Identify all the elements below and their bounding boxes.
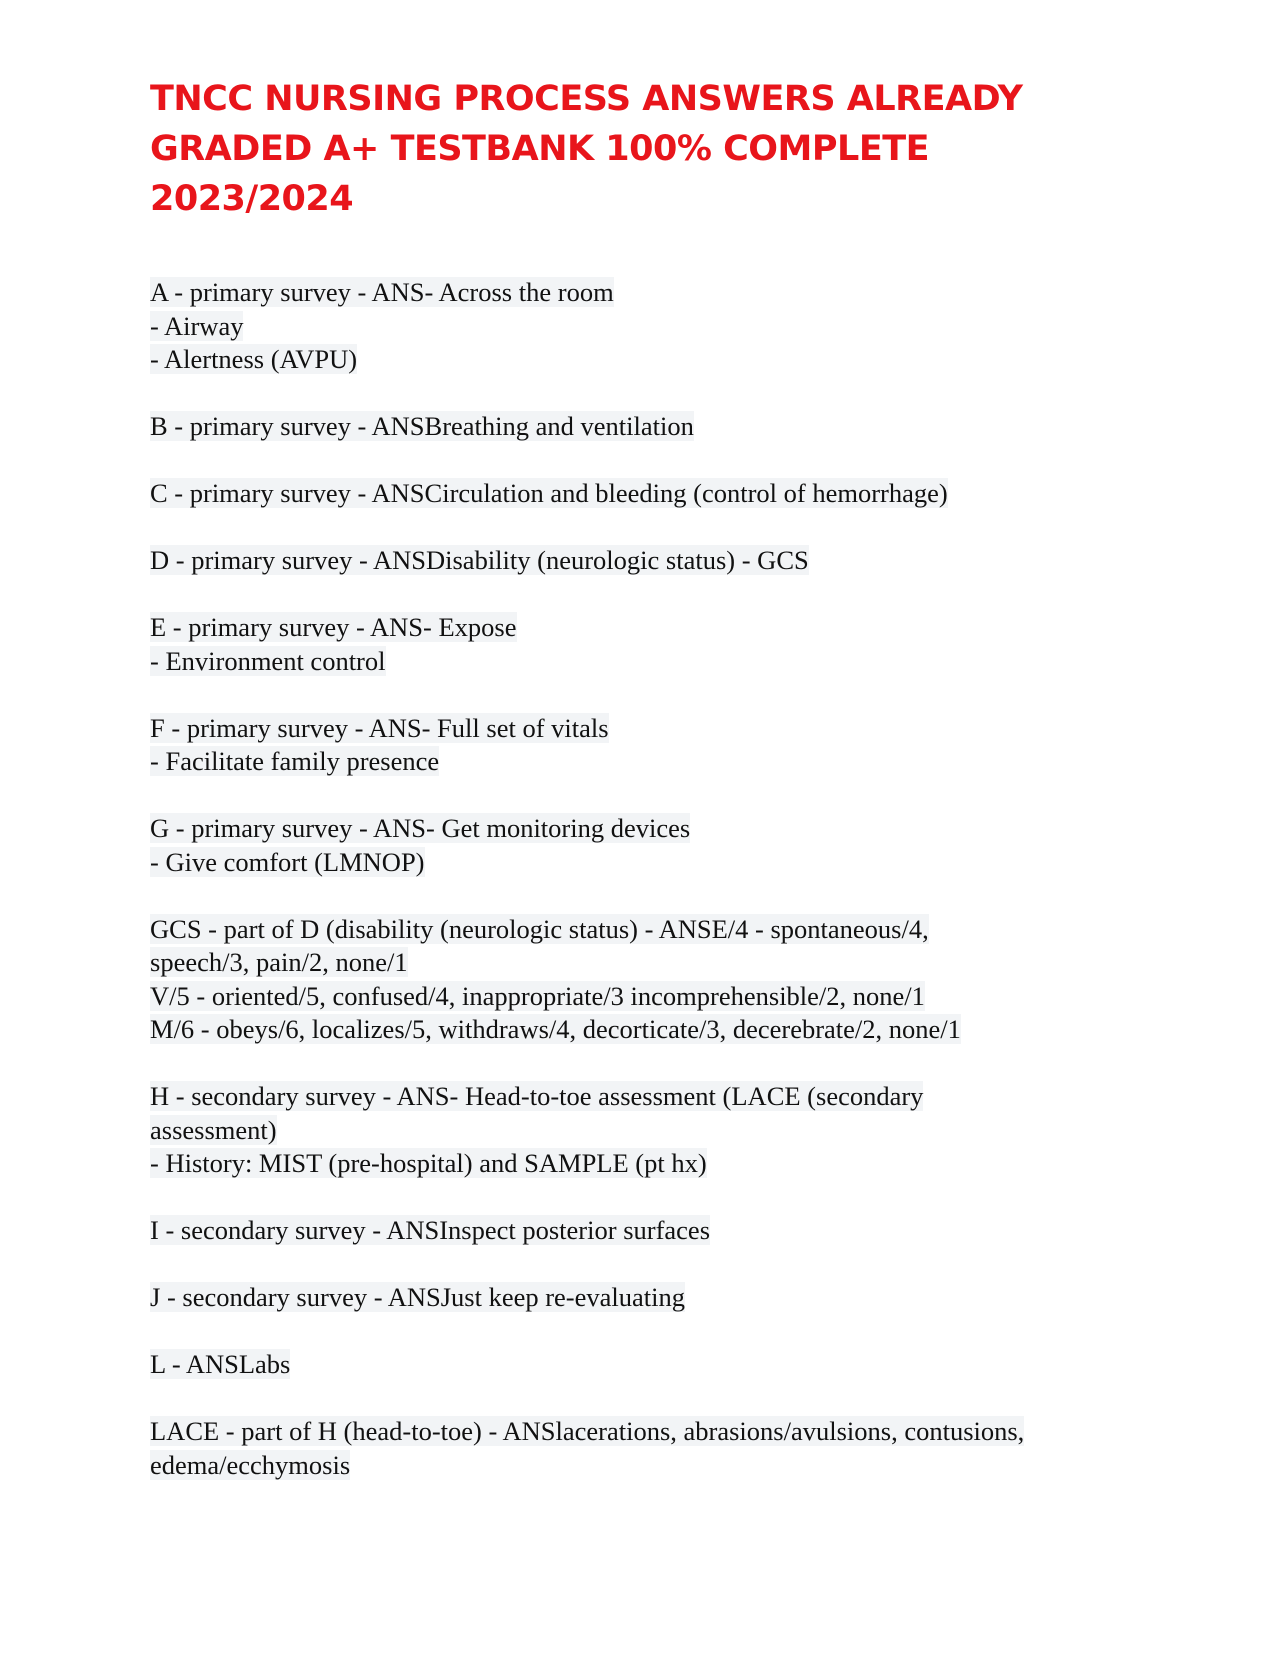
qa-line xyxy=(150,343,1130,377)
title-line: 2023/2024 xyxy=(150,179,354,219)
qa-line-text: edema/ecchymosis xyxy=(150,1449,351,1480)
qa-line-text: - Alertness (AVPU) xyxy=(150,344,358,374)
qa-line xyxy=(150,1281,1130,1315)
qa-entry xyxy=(150,276,1130,377)
qa-entry xyxy=(150,1214,1130,1248)
qa-line xyxy=(150,712,1130,746)
qa-entry xyxy=(150,1348,1130,1382)
qa-line-text: G - primary survey - ANS- Get monitoring devices xyxy=(150,813,691,843)
qa-line-text: - History: MIST (pre-hospital) and SAMPLE (pt hx) xyxy=(150,1148,707,1178)
qa-line xyxy=(150,812,1130,846)
qa-line-text: I - secondary survey - ANSInspect posterior surfaces xyxy=(150,1215,711,1245)
qa-line xyxy=(150,1415,1130,1449)
qa-line-text: - Give comfort (LMNOP) xyxy=(150,846,425,877)
qa-line-text: C - primary survey - ANSCirculation and bleeding (control of hemorrhage) xyxy=(150,478,948,508)
qa-line xyxy=(150,1348,1130,1382)
qa-line-text: E - primary survey - ANS- Expose xyxy=(150,612,517,642)
qa-line xyxy=(150,946,1130,980)
qa-line-text: assessment) xyxy=(150,1114,277,1145)
qa-entry xyxy=(150,1415,1130,1482)
qa-line-text: - Environment control xyxy=(150,645,386,676)
qa-entry xyxy=(150,712,1130,779)
qa-line-text: V/5 - oriented/5, confused/4, inappropriate/3 incomprehensible/2, none/1 xyxy=(150,980,925,1011)
qa-line xyxy=(150,913,1130,947)
qa-line xyxy=(150,310,1130,344)
qa-line xyxy=(150,544,1130,578)
qa-line xyxy=(150,846,1130,880)
qa-line xyxy=(150,1080,1130,1114)
qa-line xyxy=(150,1214,1130,1248)
qa-line xyxy=(150,477,1130,511)
qa-line-text: A - primary survey - ANS- Across the room xyxy=(150,277,614,307)
qa-line-text: speech/3, pain/2, none/1 xyxy=(150,947,408,977)
qa-entry xyxy=(150,1281,1130,1315)
qa-entry xyxy=(150,812,1130,879)
qa-line xyxy=(150,1147,1130,1181)
qa-line xyxy=(150,745,1130,779)
qa-entry xyxy=(150,913,1130,1047)
qa-line xyxy=(150,1013,1130,1047)
qa-line xyxy=(150,645,1130,679)
qa-line xyxy=(150,980,1130,1014)
qa-list xyxy=(150,276,1130,1516)
qa-line-text: F - primary survey - ANS- Full set of vitals xyxy=(150,712,609,743)
qa-line-text: D - primary survey - ANSDisability (neurologic status) - GCS xyxy=(150,545,809,575)
qa-line xyxy=(150,410,1130,444)
qa-line-text: GCS - part of D (disability (neurologic status) - ANSE/4 - spontaneous/4, xyxy=(150,913,929,944)
qa-line xyxy=(150,276,1130,310)
qa-line-text: - Facilitate family presence xyxy=(150,746,440,776)
qa-line xyxy=(150,1114,1130,1148)
qa-entry xyxy=(150,410,1130,444)
qa-line-text: L - ANSLabs xyxy=(150,1349,291,1379)
title-line: TNCC NURSING PROCESS ANSWERS ALREADY xyxy=(150,79,1023,119)
qa-line-text: - Airway xyxy=(150,310,244,341)
qa-entry xyxy=(150,544,1130,578)
qa-line-text: J - secondary survey - ANSJust keep re-evaluating xyxy=(150,1282,686,1312)
qa-line xyxy=(150,1449,1130,1483)
qa-entry xyxy=(150,611,1130,678)
document-title xyxy=(150,74,1150,224)
qa-line-text: M/6 - obeys/6, localizes/5, withdraws/4, decorticate/3, decerebrate/2, none/1 xyxy=(150,1014,961,1044)
qa-line-text: H - secondary survey - ANS- Head-to-toe assessment (LACE (secondary xyxy=(150,1081,924,1111)
qa-line-text: B - primary survey - ANSBreathing and ventilation xyxy=(150,411,694,441)
qa-entry xyxy=(150,477,1130,511)
qa-line-text: LACE - part of H (head-to-toe) - ANSlacerations, abrasions/avulsions, contusions, xyxy=(150,1416,1025,1446)
qa-entry xyxy=(150,1080,1130,1181)
title-line: GRADED A+ TESTBANK 100% COMPLETE xyxy=(150,129,930,169)
qa-line xyxy=(150,611,1130,645)
